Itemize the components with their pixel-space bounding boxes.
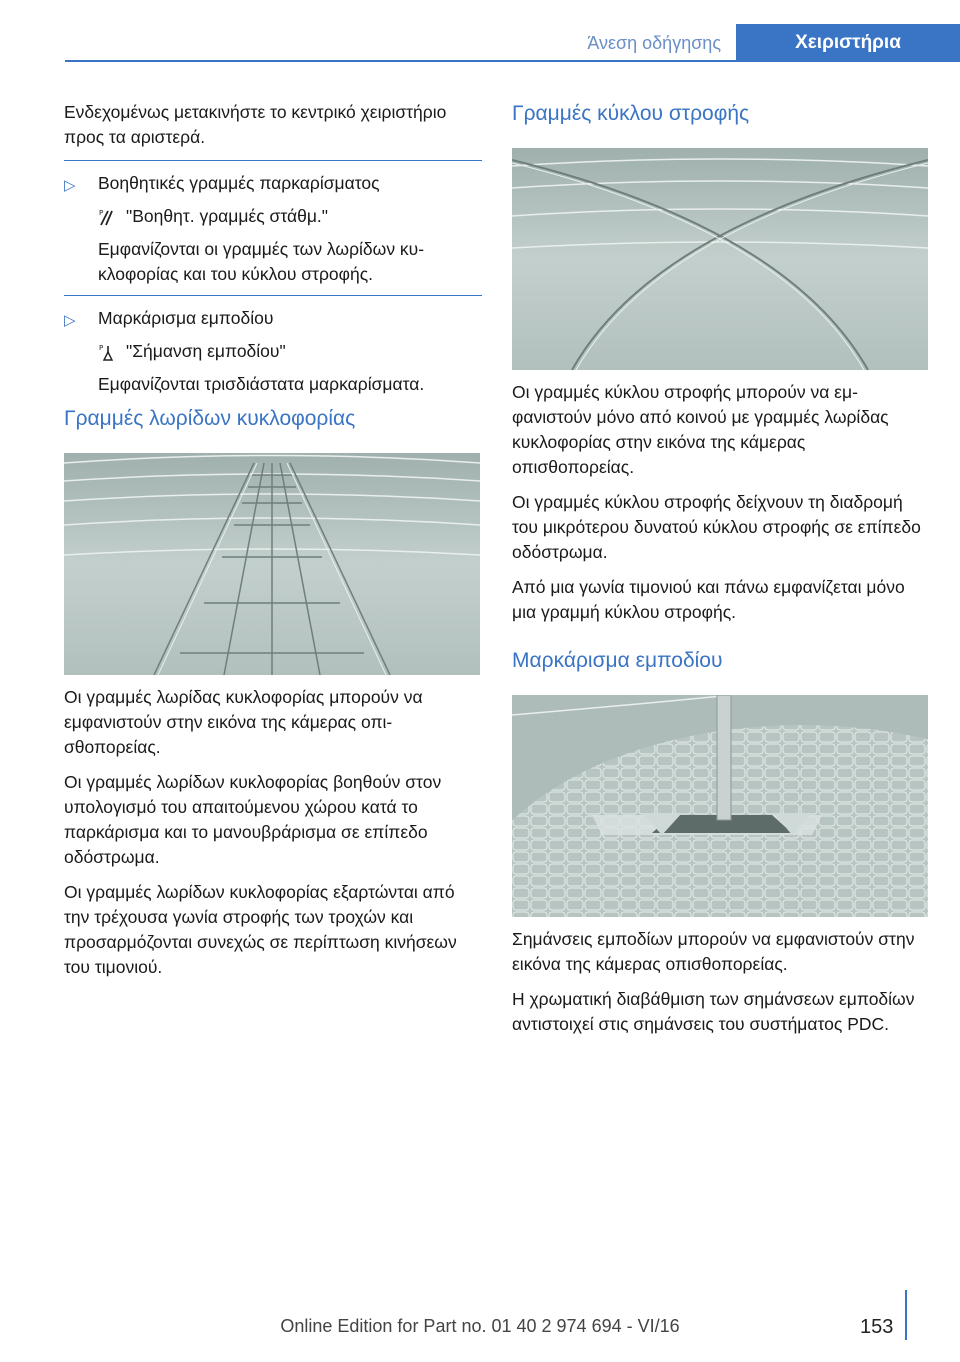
bullet-description: Εμφανίζονται οι γραμμές των λωρίδων κυκλοφορίας και του κύκλου στροφής. xyxy=(98,239,425,284)
right-column xyxy=(512,100,930,1047)
lane-lines-paragraph: Οι γραμμές λωρίδας κυκλοφορίας μπορούν να εμφανιστούν στην εικόνα της κάμερας οπισθοπορείας. xyxy=(64,687,423,757)
menu-item-label: "Σήμανση εμποδίου" xyxy=(126,341,286,361)
divider xyxy=(64,295,482,296)
section-title-turning-circle: Γραμμές κύκλου στροφής xyxy=(512,102,750,125)
intro-paragraph: Ενδεχομένως μετακινήστε το κεντρικό χειριστήριο προς τα αριστερά. xyxy=(64,102,447,147)
svg-text:P: P xyxy=(99,343,104,352)
bullet-title: Μαρκάρισμα εμποδίου xyxy=(98,308,274,328)
triangle-bullet-icon: ▷ xyxy=(64,312,76,329)
menu-item-parking-lines[interactable] xyxy=(98,204,482,229)
header-section-title: Άνεση οδήγησης xyxy=(587,33,721,53)
menu-item-obstacle-marking[interactable] xyxy=(98,339,482,364)
parking-lines-icon xyxy=(98,207,118,227)
obstacle-marking-figure xyxy=(512,695,928,917)
turning-circle-paragraph: Οι γραμμές κύκλου στροφής δείχνουν τη διαδρομή του μικρότερου δυνατού κύκλου στροφής σε επίπεδο οδόστρωμα. xyxy=(512,492,921,562)
bullet-description: Εμφανίζονται τρισδιάστατα μαρκαρίσματα. xyxy=(98,374,425,394)
divider xyxy=(64,160,482,161)
svg-text:P: P xyxy=(99,208,104,217)
footer-edition: Online Edition for Part no. 01 40 2 974 694 - VI/16 xyxy=(280,1316,680,1336)
bullet-obstacle-marking xyxy=(64,306,482,397)
turning-circle-figure xyxy=(512,148,928,370)
bullet-title: Βοηθητικές γραμμές παρκαρίσματος xyxy=(98,173,380,193)
triangle-bullet-icon: ▷ xyxy=(64,177,76,194)
turning-circle-paragraph: Οι γραμμές κύκλου στροφής μπορούν να εμφανιστούν μόνο από κοινού με γραμμές λωρίδας κυκλοφορίας στην εικόνα της κάμερας οπισθοπορείας. xyxy=(512,382,889,477)
obstacle-marking-paragraph: Η χρωματική διαβάθμιση των σημάνσεων εμποδίων αντιστοιχεί στις σημάνσεις του συστήματος PDC. xyxy=(512,989,915,1034)
menu-item-label: "Βοηθητ. γραμμές στάθμ." xyxy=(126,206,329,226)
section-title-obstacle-marking: Μαρκάρισμα εμποδίου xyxy=(512,649,723,672)
obstacle-marking-icon xyxy=(98,342,118,362)
section-title-lane-lines: Γραμμές λωρίδων κυκλοφορίας xyxy=(64,407,356,430)
lane-lines-paragraph: Οι γραμμές λωρίδων κυκλοφορίας βοηθούν στον υπολογισμό του απαιτούμενου χώρου κατά το παρκάρισμα και το μανουβράρισμα σε επίπεδο οδόστρωμα. xyxy=(64,772,442,867)
left-column xyxy=(64,100,482,990)
header-tab-controls[interactable]: Χειριστήρια xyxy=(736,24,960,62)
turning-circle-paragraph: Από μια γωνία τιμονιού και πάνω εμφανίζεται μόνο μια γραμμή κύκλου στροφής. xyxy=(512,577,905,622)
bullet-parking-lines xyxy=(64,171,482,287)
obstacle-marking-paragraph: Σημάνσεις εμποδίων μπορούν να εμφανιστούν στην εικόνα της κάμερας οπισθοπορείας. xyxy=(512,929,915,974)
page-number: 153 xyxy=(860,1316,894,1338)
lane-lines-paragraph: Οι γραμμές λωρίδων κυκλοφορίας εξαρτώνται από την τρέχουσα γωνία στροφής των τροχών και προσαρμόζονται συνεχώς σε περίπτωση κινήσεων του τιμονιού. xyxy=(64,882,457,977)
lane-lines-figure xyxy=(64,453,480,675)
